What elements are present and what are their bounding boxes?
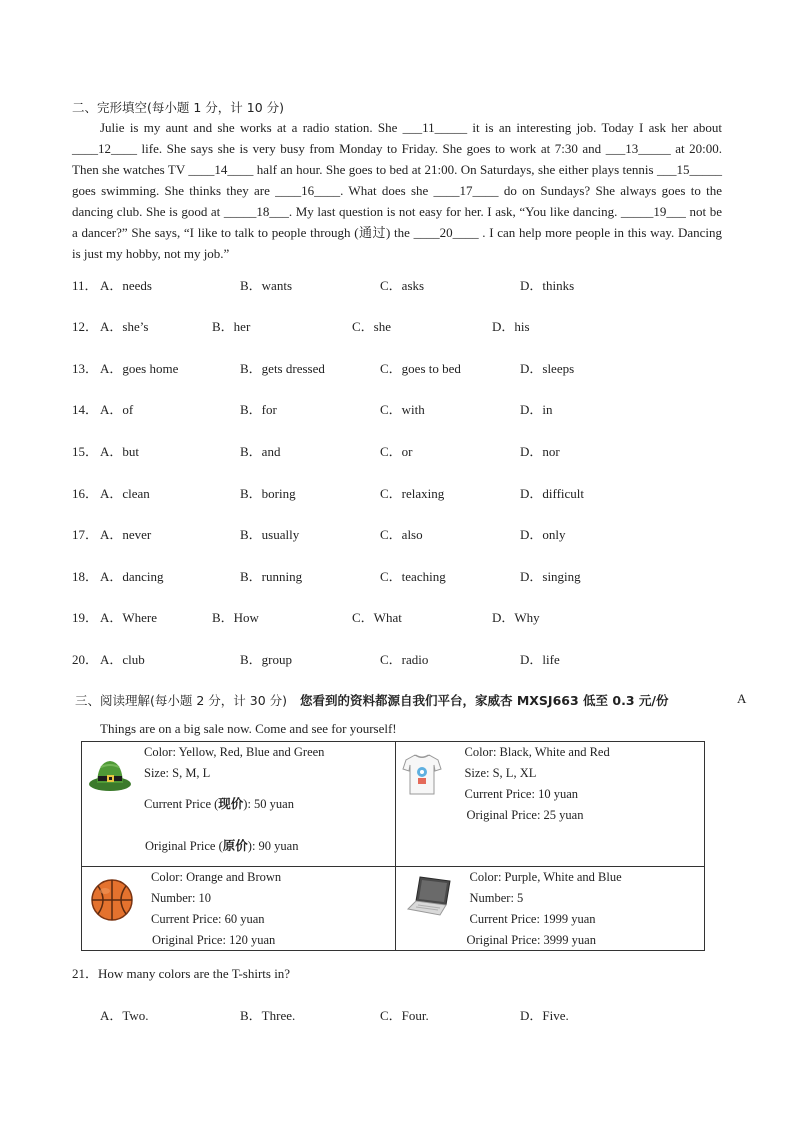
option-d: D．his [492, 319, 530, 334]
option-b: B．and [240, 444, 281, 459]
option-b: B．running [240, 569, 303, 584]
sale-intro: Things are on a big sale now. Come and see for yourself! [100, 721, 397, 736]
option-d: D．singing [520, 569, 581, 584]
option-d: D．nor [520, 444, 560, 459]
basketball-color: Color: Orange and Brown [151, 870, 282, 884]
option-b: B．wants [240, 278, 293, 293]
cloze-passage [72, 117, 722, 264]
option-c: C．she [352, 319, 392, 334]
option-a: A．clean [100, 486, 150, 501]
option-a: A．of [100, 402, 134, 417]
section-2-title: 二、完形填空(每小题 1 分，计 10 分) [72, 100, 285, 115]
hat-color: Color: Yellow, Red, Blue and Green [144, 745, 325, 759]
question-number: 20． [72, 652, 99, 667]
tshirt-color: Color: Black, White and Red [464, 745, 610, 759]
question-number: 15． [72, 444, 99, 459]
tshirt-size: Size: S, L, XL [464, 766, 537, 780]
question-number: 11． [72, 278, 98, 293]
question-21-option-a: A．Two. [100, 1008, 149, 1023]
option-d: D．Why [492, 610, 540, 625]
question-number: 13． [72, 361, 99, 376]
option-c: C．teaching [380, 569, 446, 584]
option-c: C．radio [380, 652, 429, 667]
option-d: D．thinks [520, 278, 575, 293]
option-b: B．group [240, 652, 293, 667]
question-21-option-b: B．Three. [240, 1008, 296, 1023]
question-number: 19． [72, 610, 99, 625]
option-b: B．her [212, 319, 251, 334]
option-a: A．never [100, 527, 152, 542]
option-a: A．she’s [100, 319, 149, 334]
question-number: 18． [72, 569, 99, 584]
question-21-stem: 21．How many colors are the T-shirts in? [72, 966, 291, 981]
question-21-option-d: D．Five. [520, 1008, 569, 1023]
laptop-icon [406, 875, 454, 923]
basketball-current-price: Current Price: 60 yuan [151, 912, 265, 926]
hat-cell [82, 742, 396, 867]
option-a: A．club [100, 652, 145, 667]
laptop-current-price: Current Price: 1999 yuan [469, 912, 596, 926]
option-c: C．asks [380, 278, 425, 293]
option-a: A．Where [100, 610, 158, 625]
basketball-number: Number: 10 [151, 891, 212, 905]
section-3-title: 三、阅读理解(每小题 2 分，计 30 分) [75, 693, 288, 708]
hat-icon [88, 754, 132, 798]
option-c: C．or [380, 444, 413, 459]
laptop-color: Color: Purple, White and Blue [469, 870, 622, 884]
option-d: D．life [520, 652, 560, 667]
question-number: 16． [72, 486, 99, 501]
option-b: B．boring [240, 486, 296, 501]
option-d: D．difficult [520, 486, 585, 501]
option-c: C．with [380, 402, 425, 417]
sale-table [81, 741, 705, 951]
tshirt-icon [402, 752, 442, 800]
question-number: 12． [72, 319, 99, 334]
question-number: 14． [72, 402, 99, 417]
basketball-original-price: Original Price: 120 yuan [152, 933, 276, 947]
option-a: A．dancing [100, 569, 164, 584]
hat-original-price: Original Price (原价): 90 yuan [145, 838, 299, 853]
basketball-cell [82, 867, 396, 951]
option-b: B．for [240, 402, 277, 417]
tshirt-original-price: Original Price: 25 yuan [466, 808, 584, 822]
cloze-passage-text: Julie is my aunt and she works at a radio station. She ___11_____ it is an interesting job. Today I ask her about ____12____ life. She says she is very busy from Monday to Friday. She goes to work at 7:30 and ___13_____ at 20:00. Then she watches TV ____14____ half an hour. She goes to bed at 21:00. On Saturdays, she either plays tennis ___15_____ goes swimming. She thinks they are ____16____. What does she ____17____ do on Sundays? She always goes to the dancing club. She is good at _____18___. My last question is not easy for her. I ask, “You like dancing. _____19___ not be a dancer?” She says, “I like to talk to people through (通过) the ____20____ . I can help more people in this way. Dancing is just my hobby, not my job.” [72, 120, 722, 261]
laptop-cell [396, 867, 705, 951]
option-d: D．only [520, 527, 566, 542]
passage-label: A [737, 691, 747, 706]
platform-ad-text: 您看到的资料都源自我们平台，家威杏 MXSJ663 低至 0.3 元/份 [300, 693, 669, 708]
option-c: C．goes to bed [380, 361, 461, 376]
option-b: B．gets dressed [240, 361, 325, 376]
option-c: C．What [352, 610, 402, 625]
hat-current-price: Current Price (现价): 50 yuan [144, 796, 294, 811]
laptop-number: Number: 5 [469, 891, 524, 905]
option-c: C．relaxing [380, 486, 445, 501]
tshirt-current-price: Current Price: 10 yuan [464, 787, 578, 801]
option-b: B．How [212, 610, 259, 625]
question-number: 17． [72, 527, 99, 542]
option-a: A．but [100, 444, 140, 459]
hat-size: Size: S, M, L [144, 766, 211, 780]
basketball-icon [90, 878, 134, 926]
option-b: B．usually [240, 527, 300, 542]
question-21-option-c: C．Four. [380, 1008, 429, 1023]
laptop-original-price: Original Price: 3999 yuan [466, 933, 596, 947]
option-d: D．in [520, 402, 553, 417]
option-a: A．goes home [100, 361, 179, 376]
tshirt-cell [396, 742, 705, 867]
option-c: C．also [380, 527, 423, 542]
option-a: A．needs [100, 278, 152, 293]
option-d: D．sleeps [520, 361, 575, 376]
